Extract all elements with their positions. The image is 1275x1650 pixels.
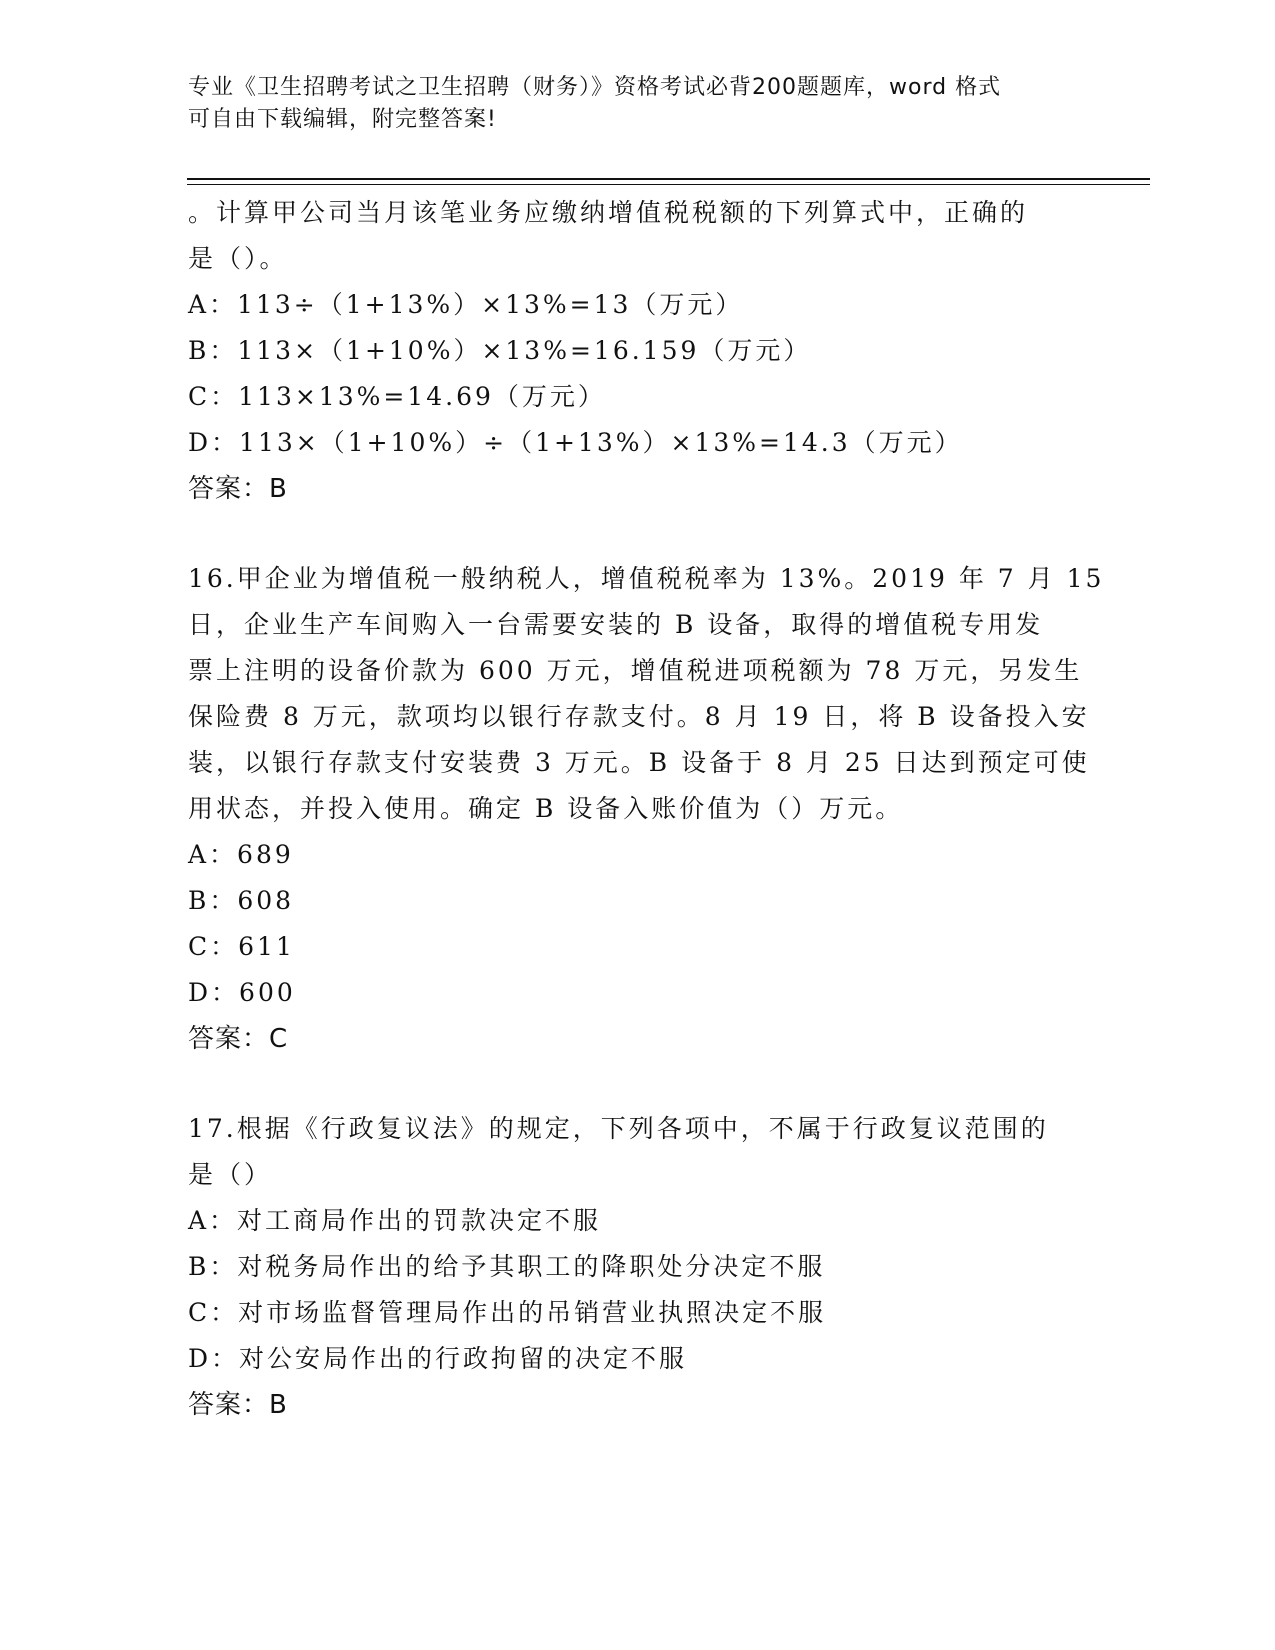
question-16 (188, 556, 1105, 1062)
option-b: B：对税务局作出的给予其职工的降职处分决定不服 (188, 1252, 826, 1281)
option-d: D：113×（1+10%）÷（1+13%）×13%=14.3（万元） (188, 428, 963, 457)
question-stem-line: 装，以银行存款支付安装费 3 万元。B 设备于 8 月 25 日达到预定可使 (188, 748, 1090, 777)
document-header (188, 72, 1068, 136)
question-17 (188, 1106, 1088, 1428)
question-15 (188, 190, 1088, 512)
option-b: B：608 (188, 886, 295, 915)
option-a: A：689 (188, 840, 294, 869)
question-stem-line: 是（） (188, 1160, 273, 1189)
question-stem-line: 16.甲企业为增值税一般纳税人，增值税税率为 13%。2019 年 7 月 15 (188, 564, 1105, 593)
question-list (188, 190, 1105, 1428)
header-title-line-1: 专业《卫生招聘考试之卫生招聘（财务）》资格考试必背200题题库，word 格式 (188, 75, 1002, 100)
question-stem-line: 是（）。 (188, 244, 288, 273)
question-stem-line: 用状态，并投入使用。确定 B 设备入账价值为（）万元。 (188, 794, 904, 823)
answer-line: 答案：B (188, 474, 288, 504)
option-b: B：113×（1+10%）×13%=16.159（万元） (188, 336, 812, 365)
question-gap (188, 512, 1088, 556)
option-a: A：对工商局作出的罚款决定不服 (188, 1206, 602, 1235)
option-c: C：对市场监督管理局作出的吊销营业执照决定不服 (188, 1298, 827, 1327)
option-c: C：113×13%=14.69（万元） (188, 382, 606, 411)
option-d: D：600 (188, 978, 296, 1007)
option-c: C：611 (188, 932, 295, 961)
question-gap (188, 1062, 1088, 1106)
header-title-line-2: 可自由下载编辑，附完整答案! (188, 107, 497, 132)
question-stem-line: 。计算甲公司当月该笔业务应缴纳增值税税额的下列算式中，正确的 (188, 198, 1029, 227)
option-a: A：113÷（1+13%）×13%=13（万元） (188, 290, 744, 319)
question-stem-line: 17.根据《行政复议法》的规定，下列各项中，不属于行政复议范围的 (188, 1114, 1049, 1143)
header-divider-thick (187, 178, 1150, 180)
question-stem-line: 保险费 8 万元，款项均以银行存款支付。8 月 19 日，将 B 设备投入安 (188, 702, 1090, 731)
question-stem-line: 票上注明的设备价款为 600 万元，增值税进项税额为 78 万元，另发生 (188, 656, 1083, 685)
header-divider-thin (187, 184, 1150, 185)
answer-line: 答案：B (188, 1390, 288, 1420)
question-stem-line: 日，企业生产车间购入一台需要安装的 B 设备，取得的增值税专用发 (188, 610, 1044, 639)
answer-line: 答案：C (188, 1024, 289, 1054)
option-d: D：对公安局作出的行政拘留的决定不服 (188, 1344, 688, 1373)
